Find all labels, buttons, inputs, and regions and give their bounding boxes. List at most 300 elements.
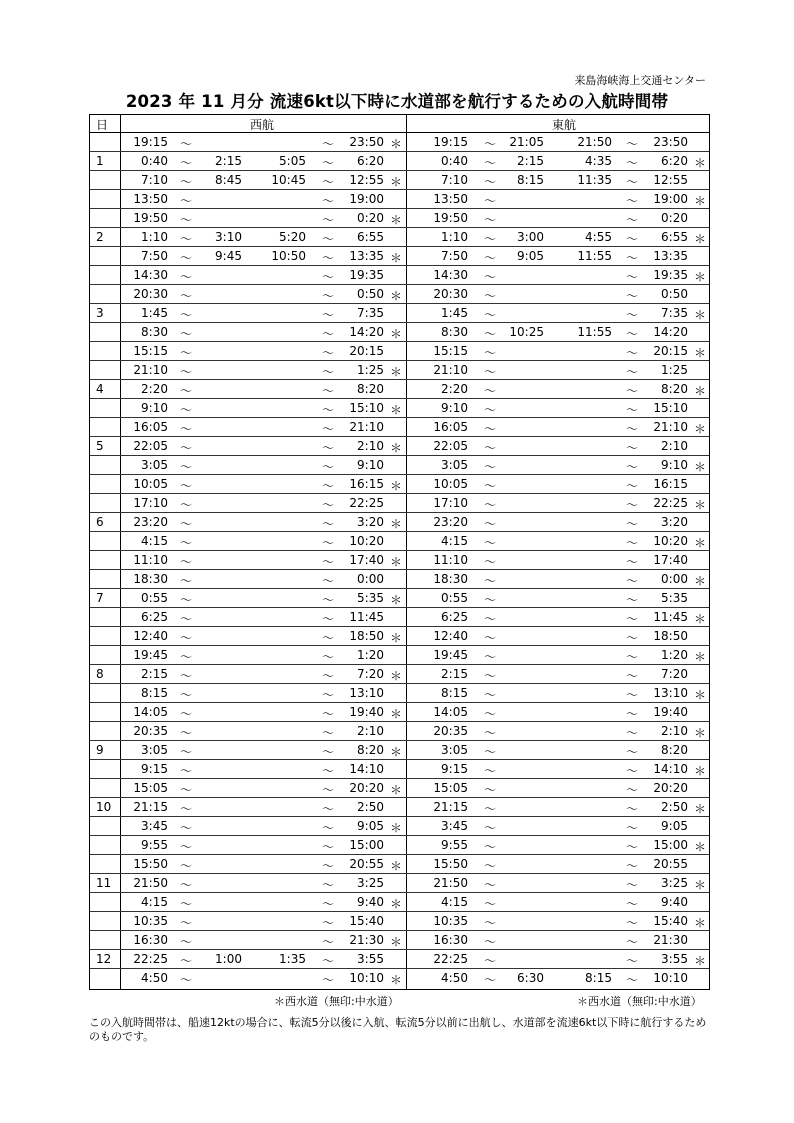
day-number: 8 xyxy=(96,667,104,681)
west-start-time: 1:45 xyxy=(141,306,168,320)
west-end-time: 3:20 xyxy=(357,515,384,529)
west-start-time: 10:35 xyxy=(133,914,168,928)
west-tilde-2: 〜 xyxy=(322,935,335,949)
west-tilde: 〜 xyxy=(180,973,193,987)
west-tilde: 〜 xyxy=(180,745,193,759)
east-west-channel-mark: ＊ xyxy=(694,726,707,740)
east-end-time: 2:10 xyxy=(661,724,688,738)
east-end-time: 6:55 xyxy=(661,230,688,244)
east-tilde-2: 〜 xyxy=(626,346,639,360)
west-end-time: 21:30 xyxy=(349,933,384,947)
east-west-channel-mark: ＊ xyxy=(694,460,707,474)
west-end-time: 19:00 xyxy=(349,192,384,206)
west-tilde-2: 〜 xyxy=(322,137,335,151)
west-west-channel-mark: ＊ xyxy=(390,783,403,797)
west-tilde-2: 〜 xyxy=(322,650,335,664)
east-tilde-2: 〜 xyxy=(626,403,639,417)
west-tilde: 〜 xyxy=(180,574,193,588)
west-gap-end: 10:45 xyxy=(271,173,306,187)
table-row xyxy=(90,684,709,703)
east-west-channel-mark: ＊ xyxy=(694,688,707,702)
east-tilde: 〜 xyxy=(484,631,497,645)
east-start-time: 1:45 xyxy=(441,306,468,320)
east-end-time: 9:10 xyxy=(661,458,688,472)
east-start-time: 21:50 xyxy=(433,876,468,890)
east-start-time: 11:10 xyxy=(433,553,468,567)
table-header xyxy=(90,115,709,133)
west-end-time: 3:25 xyxy=(357,876,384,890)
east-start-time: 14:05 xyxy=(433,705,468,719)
east-start-time: 0:40 xyxy=(441,154,468,168)
east-tilde: 〜 xyxy=(484,688,497,702)
table-row xyxy=(90,703,709,722)
west-tilde-2: 〜 xyxy=(322,688,335,702)
west-end-time: 15:00 xyxy=(349,838,384,852)
west-end-time: 18:50 xyxy=(349,629,384,643)
west-end-time: 13:10 xyxy=(349,686,384,700)
east-tilde-2: 〜 xyxy=(626,954,639,968)
west-gap-start: 3:10 xyxy=(215,230,242,244)
west-start-time: 14:05 xyxy=(133,705,168,719)
day-number: 5 xyxy=(96,439,104,453)
west-tilde: 〜 xyxy=(180,137,193,151)
east-end-time: 16:15 xyxy=(653,477,688,491)
east-tilde-2: 〜 xyxy=(626,745,639,759)
east-end-time: 20:20 xyxy=(653,781,688,795)
day-column-header: 日 xyxy=(96,118,109,132)
west-tilde: 〜 xyxy=(180,954,193,968)
west-start-time: 8:30 xyxy=(141,325,168,339)
east-start-time: 2:20 xyxy=(441,382,468,396)
east-start-time: 14:30 xyxy=(433,268,468,282)
east-tilde-2: 〜 xyxy=(626,498,639,512)
west-start-time: 6:25 xyxy=(141,610,168,624)
west-end-time: 1:25 xyxy=(357,363,384,377)
east-end-time: 19:00 xyxy=(653,192,688,206)
legend-east: ＊西水道（無印:中水道） xyxy=(577,995,702,1008)
west-west-channel-mark: ＊ xyxy=(390,555,403,569)
west-tilde: 〜 xyxy=(180,403,193,417)
east-tilde-2: 〜 xyxy=(626,194,639,208)
east-tilde: 〜 xyxy=(484,365,497,379)
east-start-time: 9:10 xyxy=(441,401,468,415)
west-start-time: 11:10 xyxy=(133,553,168,567)
east-tilde-2: 〜 xyxy=(626,631,639,645)
east-tilde-2: 〜 xyxy=(626,688,639,702)
west-tilde: 〜 xyxy=(180,498,193,512)
east-gap-start: 8:15 xyxy=(517,173,544,187)
east-end-time: 0:20 xyxy=(661,211,688,225)
west-start-time: 4:15 xyxy=(141,895,168,909)
west-end-time: 17:40 xyxy=(349,553,384,567)
east-tilde: 〜 xyxy=(484,935,497,949)
east-end-time: 0:50 xyxy=(661,287,688,301)
west-tilde-2: 〜 xyxy=(322,194,335,208)
east-end-time: 12:55 xyxy=(653,173,688,187)
west-west-channel-mark: ＊ xyxy=(390,479,403,493)
west-tilde: 〜 xyxy=(180,726,193,740)
west-start-time: 15:50 xyxy=(133,857,168,871)
east-tilde: 〜 xyxy=(484,973,497,987)
west-start-time: 17:10 xyxy=(133,496,168,510)
east-start-time: 19:50 xyxy=(433,211,468,225)
west-end-time: 7:35 xyxy=(357,306,384,320)
west-tilde-2: 〜 xyxy=(322,289,335,303)
east-gap-end: 11:35 xyxy=(577,173,612,187)
east-start-time: 16:30 xyxy=(433,933,468,947)
schedule-table xyxy=(89,114,710,990)
west-tilde-2: 〜 xyxy=(322,270,335,284)
east-end-time: 6:20 xyxy=(661,154,688,168)
west-tilde: 〜 xyxy=(180,460,193,474)
west-west-channel-mark: ＊ xyxy=(390,631,403,645)
east-end-time: 20:15 xyxy=(653,344,688,358)
day-number: 2 xyxy=(96,230,104,244)
west-end-time: 0:00 xyxy=(357,572,384,586)
east-tilde-2: 〜 xyxy=(626,175,639,189)
west-start-time: 2:20 xyxy=(141,382,168,396)
east-west-channel-mark: ＊ xyxy=(694,802,707,816)
table-row xyxy=(90,304,709,323)
west-tilde-2: 〜 xyxy=(322,175,335,189)
west-west-channel-mark: ＊ xyxy=(390,935,403,949)
day-number: 3 xyxy=(96,306,104,320)
day-number: 9 xyxy=(96,743,104,757)
west-tilde: 〜 xyxy=(180,764,193,778)
west-west-channel-mark: ＊ xyxy=(390,213,403,227)
west-tilde-2: 〜 xyxy=(322,498,335,512)
table-row xyxy=(90,551,709,570)
east-start-time: 8:30 xyxy=(441,325,468,339)
east-tilde-2: 〜 xyxy=(626,365,639,379)
west-gap-start: 2:15 xyxy=(215,154,242,168)
table-row xyxy=(90,494,709,513)
west-end-time: 2:50 xyxy=(357,800,384,814)
east-tilde: 〜 xyxy=(484,460,497,474)
west-tilde: 〜 xyxy=(180,365,193,379)
east-tilde-2: 〜 xyxy=(626,479,639,493)
west-end-time: 23:50 xyxy=(349,135,384,149)
table-row xyxy=(90,266,709,285)
west-start-time: 21:10 xyxy=(133,363,168,377)
west-tilde-2: 〜 xyxy=(322,460,335,474)
west-end-time: 19:35 xyxy=(349,268,384,282)
east-end-time: 14:10 xyxy=(653,762,688,776)
west-west-channel-mark: ＊ xyxy=(390,365,403,379)
east-end-time: 14:20 xyxy=(653,325,688,339)
west-start-time: 19:50 xyxy=(133,211,168,225)
east-end-time: 15:40 xyxy=(653,914,688,928)
west-start-time: 3:45 xyxy=(141,819,168,833)
west-start-time: 4:15 xyxy=(141,534,168,548)
west-west-channel-mark: ＊ xyxy=(390,441,403,455)
east-start-time: 15:05 xyxy=(433,781,468,795)
west-gap-start: 8:45 xyxy=(215,173,242,187)
east-west-channel-mark: ＊ xyxy=(694,384,707,398)
table-row xyxy=(90,513,709,532)
west-start-time: 2:15 xyxy=(141,667,168,681)
east-tilde-2: 〜 xyxy=(626,593,639,607)
east-tilde: 〜 xyxy=(484,555,497,569)
west-tilde-2: 〜 xyxy=(322,783,335,797)
table-row xyxy=(90,380,709,399)
west-end-time: 3:55 xyxy=(357,952,384,966)
east-start-time: 19:15 xyxy=(433,135,468,149)
west-end-time: 9:40 xyxy=(357,895,384,909)
east-west-channel-mark: ＊ xyxy=(694,878,707,892)
east-start-time: 23:20 xyxy=(433,515,468,529)
west-tilde: 〜 xyxy=(180,270,193,284)
table-row xyxy=(90,779,709,798)
west-tilde-2: 〜 xyxy=(322,403,335,417)
east-tilde-2: 〜 xyxy=(626,574,639,588)
west-tilde: 〜 xyxy=(180,251,193,265)
east-tilde: 〜 xyxy=(484,745,497,759)
west-end-time: 15:40 xyxy=(349,914,384,928)
table-row xyxy=(90,722,709,741)
east-tilde: 〜 xyxy=(484,536,497,550)
east-start-time: 21:15 xyxy=(433,800,468,814)
east-tilde-2: 〜 xyxy=(626,707,639,721)
west-tilde-2: 〜 xyxy=(322,840,335,854)
east-tilde: 〜 xyxy=(484,175,497,189)
table-row xyxy=(90,437,709,456)
west-tilde: 〜 xyxy=(180,783,193,797)
west-tilde-2: 〜 xyxy=(322,593,335,607)
west-start-time: 1:10 xyxy=(141,230,168,244)
west-start-time: 19:15 xyxy=(133,135,168,149)
east-west-channel-mark: ＊ xyxy=(694,536,707,550)
table-row xyxy=(90,285,709,304)
west-tilde: 〜 xyxy=(180,308,193,322)
west-west-channel-mark: ＊ xyxy=(390,251,403,265)
west-tilde-2: 〜 xyxy=(322,954,335,968)
east-start-time: 20:30 xyxy=(433,287,468,301)
east-end-time: 1:20 xyxy=(661,648,688,662)
east-end-time: 3:20 xyxy=(661,515,688,529)
east-west-channel-mark: ＊ xyxy=(694,498,707,512)
east-tilde-2: 〜 xyxy=(626,308,639,322)
east-end-time: 13:10 xyxy=(653,686,688,700)
east-gap-start: 6:30 xyxy=(517,971,544,985)
table-row xyxy=(90,969,709,988)
east-tilde-2: 〜 xyxy=(626,555,639,569)
west-start-time: 9:10 xyxy=(141,401,168,415)
east-tilde: 〜 xyxy=(484,251,497,265)
table-row xyxy=(90,855,709,874)
east-start-time: 7:50 xyxy=(441,249,468,263)
west-end-time: 13:35 xyxy=(349,249,384,263)
east-start-time: 15:50 xyxy=(433,857,468,871)
west-tilde: 〜 xyxy=(180,422,193,436)
west-end-time: 10:10 xyxy=(349,971,384,985)
west-tilde: 〜 xyxy=(180,346,193,360)
west-tilde-2: 〜 xyxy=(322,859,335,873)
east-tilde: 〜 xyxy=(484,232,497,246)
west-tilde: 〜 xyxy=(180,213,193,227)
east-tilde: 〜 xyxy=(484,479,497,493)
west-start-time: 9:55 xyxy=(141,838,168,852)
east-tilde: 〜 xyxy=(484,669,497,683)
table-row xyxy=(90,209,709,228)
east-west-channel-mark: ＊ xyxy=(694,954,707,968)
east-gap-end: 8:15 xyxy=(585,971,612,985)
west-tilde-2: 〜 xyxy=(322,745,335,759)
east-gap-start: 21:05 xyxy=(509,135,544,149)
west-end-time: 14:20 xyxy=(349,325,384,339)
table-row xyxy=(90,532,709,551)
east-west-channel-mark: ＊ xyxy=(694,194,707,208)
east-west-channel-mark: ＊ xyxy=(694,764,707,778)
west-tilde-2: 〜 xyxy=(322,213,335,227)
west-start-time: 14:30 xyxy=(133,268,168,282)
west-tilde: 〜 xyxy=(180,859,193,873)
west-gap-start: 9:45 xyxy=(215,249,242,263)
east-tilde: 〜 xyxy=(484,308,497,322)
west-west-channel-mark: ＊ xyxy=(390,593,403,607)
east-tilde: 〜 xyxy=(484,517,497,531)
east-tilde: 〜 xyxy=(484,498,497,512)
east-tilde: 〜 xyxy=(484,327,497,341)
east-gap-end: 11:55 xyxy=(577,249,612,263)
table-row xyxy=(90,456,709,475)
west-tilde-2: 〜 xyxy=(322,536,335,550)
west-end-time: 20:55 xyxy=(349,857,384,871)
east-start-time: 9:55 xyxy=(441,838,468,852)
east-tilde: 〜 xyxy=(484,878,497,892)
table-row xyxy=(90,570,709,589)
west-start-time: 22:25 xyxy=(133,952,168,966)
east-west-channel-mark: ＊ xyxy=(694,650,707,664)
east-end-time: 23:50 xyxy=(653,135,688,149)
east-gap-end: 21:50 xyxy=(577,135,612,149)
west-start-time: 3:05 xyxy=(141,458,168,472)
east-tilde: 〜 xyxy=(484,954,497,968)
west-start-time: 21:50 xyxy=(133,876,168,890)
table-row xyxy=(90,361,709,380)
east-west-channel-mark: ＊ xyxy=(694,840,707,854)
east-start-time: 3:45 xyxy=(441,819,468,833)
west-west-channel-mark: ＊ xyxy=(390,517,403,531)
west-start-time: 0:55 xyxy=(141,591,168,605)
west-end-time: 1:20 xyxy=(357,648,384,662)
west-gap-end: 10:50 xyxy=(271,249,306,263)
west-start-time: 8:15 xyxy=(141,686,168,700)
east-tilde: 〜 xyxy=(484,346,497,360)
east-tilde: 〜 xyxy=(484,289,497,303)
east-tilde-2: 〜 xyxy=(626,669,639,683)
east-tilde-2: 〜 xyxy=(626,973,639,987)
east-tilde: 〜 xyxy=(484,897,497,911)
west-tilde: 〜 xyxy=(180,384,193,398)
page-title: 2023 年 11 月分 流速6kt以下時に水道部を航行するための入航時間帯 xyxy=(125,92,669,111)
east-tilde: 〜 xyxy=(484,441,497,455)
table-row xyxy=(90,190,709,209)
west-tilde: 〜 xyxy=(180,821,193,835)
west-start-time: 4:50 xyxy=(141,971,168,985)
east-start-time: 10:05 xyxy=(433,477,468,491)
east-gap-end: 11:55 xyxy=(577,325,612,339)
east-start-time: 18:30 xyxy=(433,572,468,586)
west-tilde: 〜 xyxy=(180,327,193,341)
west-tilde: 〜 xyxy=(180,194,193,208)
west-gap-end: 5:05 xyxy=(279,154,306,168)
east-tilde: 〜 xyxy=(484,726,497,740)
west-end-time: 14:10 xyxy=(349,762,384,776)
west-start-time: 3:05 xyxy=(141,743,168,757)
east-tilde: 〜 xyxy=(484,859,497,873)
east-end-time: 15:00 xyxy=(653,838,688,852)
west-tilde-2: 〜 xyxy=(322,479,335,493)
west-end-time: 2:10 xyxy=(357,724,384,738)
east-end-time: 7:20 xyxy=(661,667,688,681)
west-west-channel-mark: ＊ xyxy=(390,327,403,341)
east-gap-end: 4:55 xyxy=(585,230,612,244)
east-tilde-2: 〜 xyxy=(626,821,639,835)
day-number: 6 xyxy=(96,515,104,529)
table-row xyxy=(90,228,709,247)
west-end-time: 7:20 xyxy=(357,667,384,681)
east-tilde: 〜 xyxy=(484,213,497,227)
west-tilde: 〜 xyxy=(180,916,193,930)
west-west-channel-mark: ＊ xyxy=(390,289,403,303)
day-number: 7 xyxy=(96,591,104,605)
east-tilde-2: 〜 xyxy=(626,897,639,911)
east-tilde: 〜 xyxy=(484,840,497,854)
table-row xyxy=(90,836,709,855)
east-tilde: 〜 xyxy=(484,650,497,664)
east-start-time: 19:45 xyxy=(433,648,468,662)
west-tilde: 〜 xyxy=(180,840,193,854)
east-tilde-2: 〜 xyxy=(626,802,639,816)
west-gap-end: 5:20 xyxy=(279,230,306,244)
west-tilde: 〜 xyxy=(180,289,193,303)
organization-name: 来島海峡海上交通センター xyxy=(574,74,706,87)
east-tilde: 〜 xyxy=(484,403,497,417)
east-tilde-2: 〜 xyxy=(626,460,639,474)
west-end-time: 22:25 xyxy=(349,496,384,510)
west-end-time: 20:15 xyxy=(349,344,384,358)
table-row xyxy=(90,798,709,817)
east-start-time: 4:50 xyxy=(441,971,468,985)
east-start-time: 2:15 xyxy=(441,667,468,681)
west-end-time: 19:40 xyxy=(349,705,384,719)
table-row xyxy=(90,589,709,608)
west-tilde: 〜 xyxy=(180,593,193,607)
west-tilde: 〜 xyxy=(180,156,193,170)
west-start-time: 22:05 xyxy=(133,439,168,453)
east-end-time: 1:25 xyxy=(661,363,688,377)
east-tilde-2: 〜 xyxy=(626,726,639,740)
east-tilde-2: 〜 xyxy=(626,289,639,303)
table-row xyxy=(90,760,709,779)
west-end-time: 8:20 xyxy=(357,382,384,396)
west-tilde: 〜 xyxy=(180,517,193,531)
east-tilde: 〜 xyxy=(484,783,497,797)
west-tilde-2: 〜 xyxy=(322,764,335,778)
west-tilde-2: 〜 xyxy=(322,878,335,892)
west-tilde-2: 〜 xyxy=(322,973,335,987)
east-tilde-2: 〜 xyxy=(626,650,639,664)
west-west-channel-mark: ＊ xyxy=(390,859,403,873)
east-west-channel-mark: ＊ xyxy=(694,308,707,322)
west-end-time: 0:20 xyxy=(357,211,384,225)
west-tilde: 〜 xyxy=(180,878,193,892)
west-tilde: 〜 xyxy=(180,897,193,911)
east-tilde: 〜 xyxy=(484,707,497,721)
west-end-time: 2:10 xyxy=(357,439,384,453)
west-tilde-2: 〜 xyxy=(322,821,335,835)
